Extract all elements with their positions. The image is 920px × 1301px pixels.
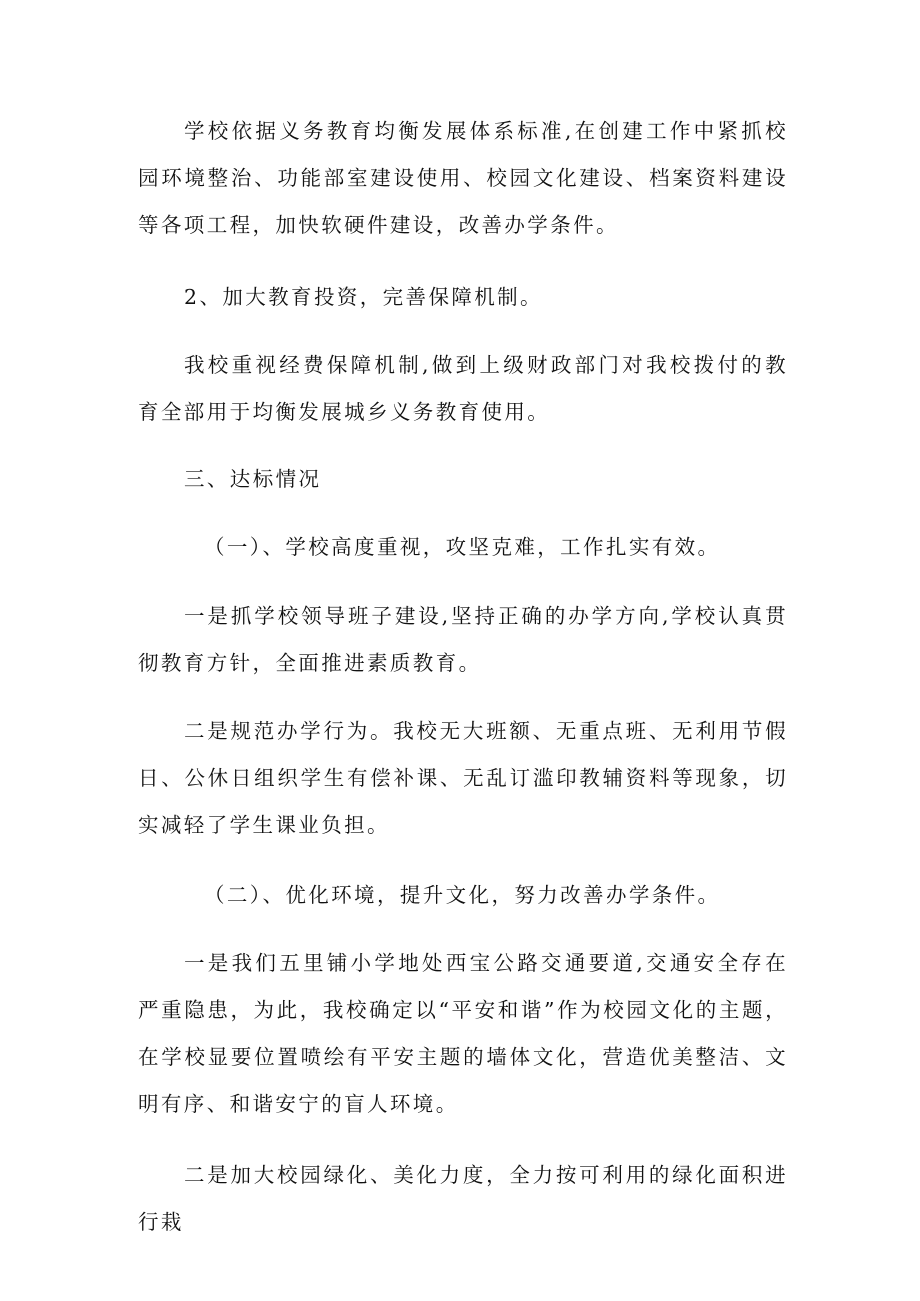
subsection-heading-attention: （一）、学校高度重视，攻坚克难，工作扎实有效。 — [204, 535, 721, 559]
section-heading-compliance: 三、达标情况 — [184, 467, 322, 491]
paragraph-safety-culture: 一是我们五里铺小学地处西宝公路交通要道,交通安全存在严重隐患，为此，我校确定以“平安和谐”作为校园文化的主题，在学校显要位置喷绘有平安主题的墙体文化，营造优美整洁、文明有序、和谐安宁的盲人环境。 — [138, 951, 788, 1116]
subsection-heading-environment: （二）、优化环境，提升文化，努力改善办学条件。 — [204, 883, 721, 907]
paragraph-funding: 我校重视经费保障机制,做到上级财政部门对我校拨付的教育全部用于均衡发展城乡义务教育使用。 — [138, 353, 788, 424]
section-heading-investment: 2、加大教育投资，完善保障机制。 — [184, 285, 543, 309]
paragraph-leadership: 一是抓学校领导班子建设,坚持正确的办学方向,学校认真贯彻教育方针，全面推进素质教育。 — [138, 604, 788, 675]
paragraph-facilities: 学校依据义务教育均衡发展体系标准,在创建工作中紧抓校园环境整治、功能部室建设使用、校园文化建设、档案资料建设等各项工程，加快软硬件建设，改善办学条件。 — [138, 119, 788, 237]
paragraph-standards: 二是规范办学行为。我校无大班额、无重点班、无利用节假日、公休日组织学生有偿补课、无乱订滥印教辅资料等现象，切实减轻了学生课业负担。 — [138, 719, 788, 837]
paragraph-greening: 二是加大校园绿化、美化力度，全力按可利用的绿化面积进行栽 — [138, 1163, 788, 1234]
